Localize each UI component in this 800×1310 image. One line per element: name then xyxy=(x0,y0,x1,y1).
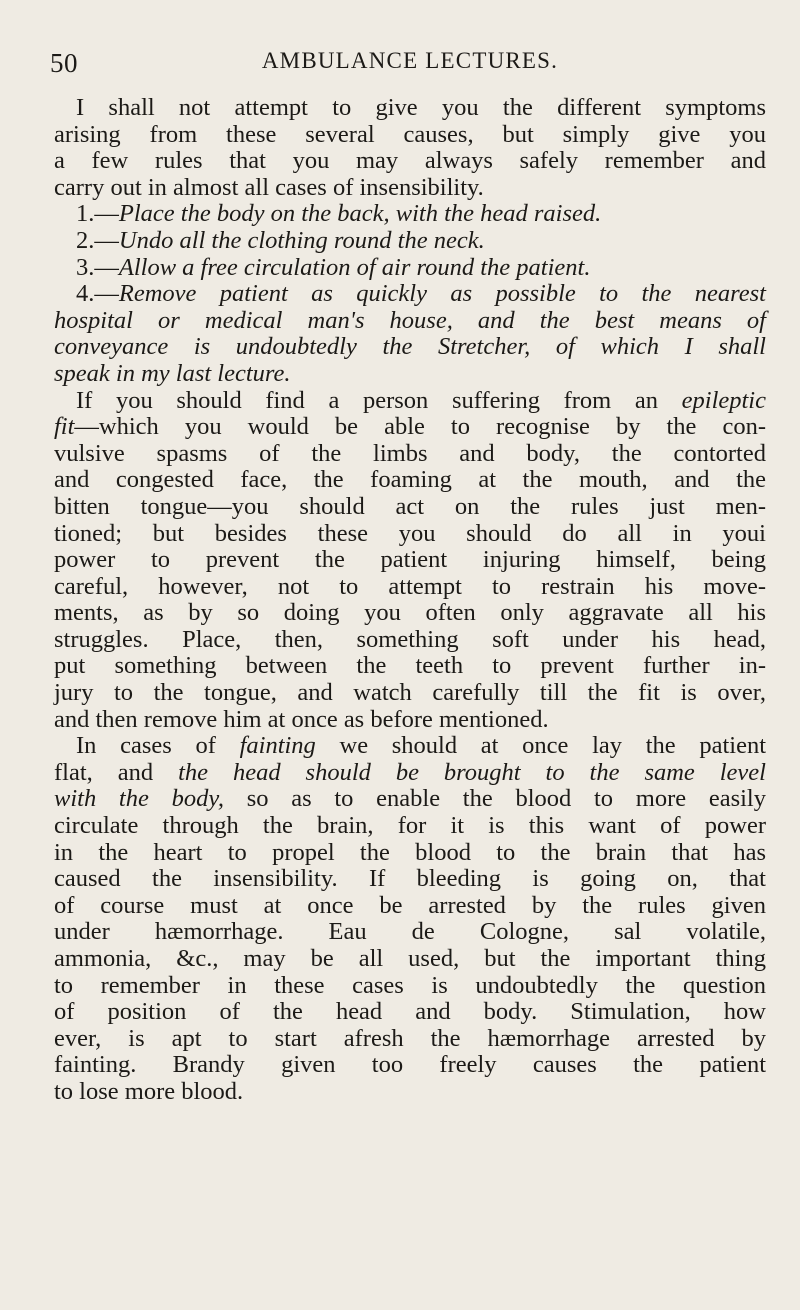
text-segment: struggles. Place, then, something soft under his head, xyxy=(54,625,766,653)
text-line xyxy=(54,95,766,122)
text-line xyxy=(54,919,766,946)
text-segment: —which you would be able to recognise by the con- xyxy=(74,413,766,441)
running-head: AMBULANCE LECTURES. xyxy=(261,48,559,73)
text-segment: ammonia, &c., may be all used, but the important thing xyxy=(54,945,766,972)
text-line xyxy=(54,946,766,973)
italic-text: the head should be brought to the same level xyxy=(178,758,766,786)
text-segment: caused the insensibility. If bleeding is going on, that xyxy=(54,865,766,893)
italic-text: conveyance is undoubtedly the Stretcher, of which I shall xyxy=(54,333,766,361)
text-line xyxy=(54,228,766,255)
italic-text: Allow a free circulation of air round the patient. xyxy=(118,253,591,281)
text-segment: fainting. Brandy given too freely causes the patient xyxy=(54,1051,766,1079)
text-segment: and congested face, the foaming at the mouth, and the xyxy=(54,466,766,494)
text-segment: power to prevent the patient injuring himself, being xyxy=(54,546,766,574)
text-line xyxy=(54,653,766,680)
text-segment: ments, as by so doing you often only aggravate all his xyxy=(54,599,766,627)
text-line xyxy=(54,388,766,415)
text-segment: to remember in these cases is undoubtedly the question xyxy=(54,971,766,999)
text-line xyxy=(54,547,766,574)
text-segment: tioned; but besides these you should do all in youi xyxy=(54,519,766,547)
text-segment: careful, however, not to attempt to restrain his move- xyxy=(54,572,766,600)
italic-text: speak in my last lecture. xyxy=(54,359,291,387)
text-segment: vulsive spasms of the limbs and body, the contorted xyxy=(54,439,766,467)
text-line xyxy=(54,361,766,388)
page-header xyxy=(50,48,770,82)
text-segment: 4.— xyxy=(76,280,119,308)
text-line xyxy=(54,893,766,920)
text-line xyxy=(54,600,766,627)
italic-text: fit xyxy=(54,413,75,441)
italic-text: fainting xyxy=(239,732,316,760)
text-line xyxy=(54,441,766,468)
text-segment: 2.— xyxy=(76,226,119,254)
text-line xyxy=(54,627,766,654)
text-line xyxy=(54,201,766,228)
text-line xyxy=(54,308,766,335)
text-line xyxy=(54,122,766,149)
page-number: 50 xyxy=(50,48,78,78)
italic-text: Remove patient as quickly as possible to the nearest xyxy=(118,280,766,308)
text-line xyxy=(54,760,766,787)
text-line xyxy=(54,707,766,734)
text-line xyxy=(54,813,766,840)
text-segment: flat, and xyxy=(54,758,179,786)
text-line xyxy=(54,733,766,760)
text-segment: in the heart to propel the blood to the brain that has xyxy=(54,838,766,866)
italic-text: hospital or medical man's house, and the best means of xyxy=(54,306,766,334)
text-line xyxy=(54,574,766,601)
text-line xyxy=(54,1026,766,1053)
text-segment: to lose more blood. xyxy=(54,1077,244,1105)
italic-text: epileptic xyxy=(681,386,766,414)
text-line xyxy=(54,494,766,521)
text-segment: 1.— xyxy=(76,200,119,228)
text-segment: jury to the tongue, and watch carefully till the fit is over, xyxy=(54,679,766,707)
text-segment: a few rules that you may always safely remember and xyxy=(54,147,766,175)
text-segment: and then remove him at once as before mentioned. xyxy=(54,705,549,733)
text-segment: arising from these several causes, but simply give you xyxy=(54,120,766,148)
text-segment: I shall not attempt to give you the different symptoms xyxy=(76,94,766,121)
text-line xyxy=(54,521,766,548)
text-segment: bitten tongue—you should act on the rules just men- xyxy=(54,492,766,520)
text-segment: put something between the teeth to prevent further in- xyxy=(54,652,766,680)
body-text xyxy=(54,95,766,1106)
text-segment: of position of the head and body. Stimulation, how xyxy=(54,998,766,1026)
text-segment: In cases of xyxy=(76,732,240,760)
text-segment: If you should find a person suffering from an xyxy=(76,386,682,414)
text-line xyxy=(54,334,766,361)
text-segment: so as to enable the blood to more easily xyxy=(224,785,766,813)
text-segment: under hæmorrhage. Eau de Cologne, sal volatile, xyxy=(54,918,766,946)
text-segment: circulate through the brain, for it is this want of power xyxy=(54,812,766,840)
italic-text: Place the body on the back, with the head raised. xyxy=(118,200,602,228)
text-line xyxy=(54,467,766,494)
text-segment: ever, is apt to start afresh the hæmorrhage arrested by xyxy=(54,1024,766,1052)
text-segment: of course must at once be arrested by the rules given xyxy=(54,891,766,919)
text-line xyxy=(54,255,766,282)
text-line xyxy=(54,786,766,813)
text-segment: carry out in almost all cases of insensibility. xyxy=(54,173,484,201)
text-line xyxy=(54,1079,766,1106)
text-line xyxy=(54,866,766,893)
text-line xyxy=(54,281,766,308)
italic-text: with the body, xyxy=(54,785,224,813)
text-line xyxy=(54,1052,766,1079)
text-segment: we should at once lay the patient xyxy=(315,732,766,760)
text-line xyxy=(54,414,766,441)
text-line xyxy=(54,148,766,175)
text-line xyxy=(54,973,766,1000)
text-line xyxy=(54,840,766,867)
text-segment: 3.— xyxy=(76,253,119,281)
text-line xyxy=(54,999,766,1026)
italic-text: Undo all the clothing round the neck. xyxy=(118,226,485,254)
text-line xyxy=(54,680,766,707)
text-line xyxy=(54,175,766,202)
